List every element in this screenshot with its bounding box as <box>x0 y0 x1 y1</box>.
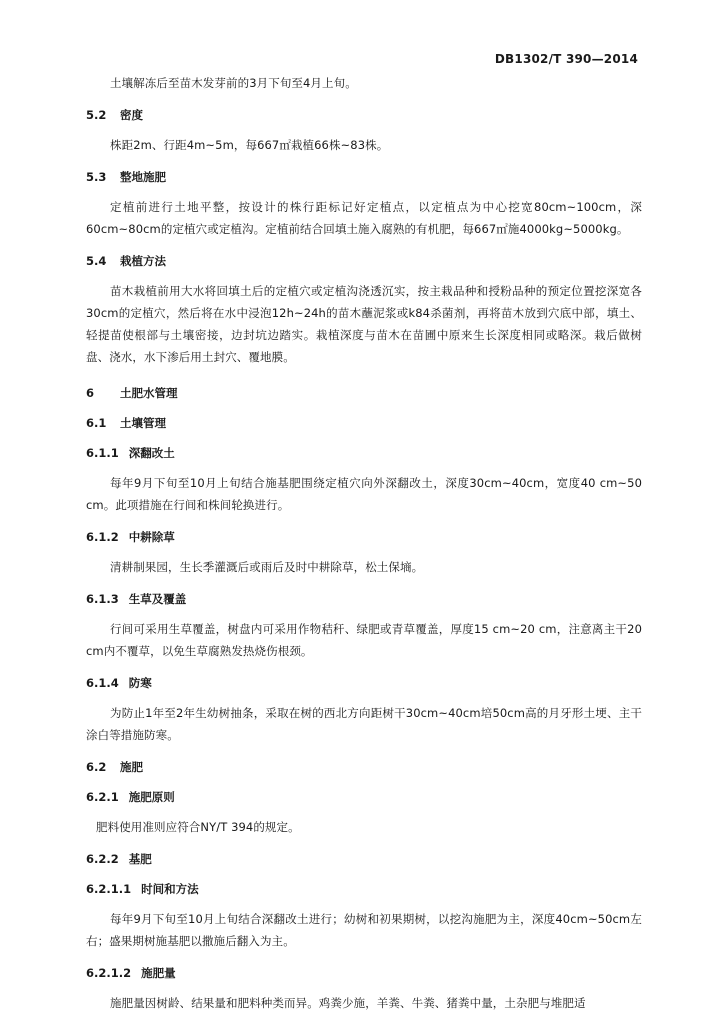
paragraph: 土壤解冻后至苗木发芽前的3月下旬至4月上旬。 <box>110 76 357 90</box>
section-title: 时间和方法 <box>141 882 199 896</box>
section-number: 6.1 <box>86 416 107 430</box>
paragraph: 施肥量因树龄、结果量和肥料种类而异。鸡粪少施，羊粪、牛粪、猪粪中量，土杂肥与堆肥适 <box>110 996 586 1010</box>
section-heading <box>86 382 642 404</box>
section-number: 5.2 <box>86 108 107 122</box>
section-number: 6.2 <box>86 760 107 774</box>
section-number: 6.2.1.2 <box>86 966 132 980</box>
section-title: 密度 <box>120 108 143 122</box>
paragraph: 株距2m、行距4m~5m，每667㎡栽植66株~83株。 <box>110 138 389 152</box>
section-title: 施肥量 <box>141 966 176 980</box>
section-heading <box>86 756 642 778</box>
section-number: 6.1.4 <box>86 676 119 690</box>
section-title: 施肥 <box>120 760 143 774</box>
section-title: 防寒 <box>128 676 152 690</box>
section-title: 土壤管理 <box>120 416 166 430</box>
paragraph: 每年9月下旬至10月上旬结合深翻改土进行；幼树和初果期树，以挖沟施肥为主，深度40cm~50cm左右；盛果期树施基肥以撒施后翻入为主。 <box>86 912 642 948</box>
section-heading <box>86 412 642 434</box>
section-number: 6 <box>86 386 95 400</box>
paragraph: 每年9月下旬至10月上旬结合施基肥围绕定植穴向外深翻改土，深度30cm~40cm，宽度40 cm~50 cm。此项措施在行间和株间轮换进行。 <box>86 476 642 512</box>
section-heading <box>86 962 642 984</box>
section-title: 土肥水管理 <box>120 386 178 400</box>
section-heading <box>86 588 642 610</box>
section-heading <box>86 526 642 548</box>
section-title: 中耕除草 <box>128 530 175 544</box>
standard-number: DB1302/T 390—2014 <box>494 52 638 66</box>
document-body <box>86 72 642 1024</box>
section-title: 基肥 <box>128 852 152 866</box>
section-number: 6.2.2 <box>86 852 119 866</box>
paragraph: 为防止1年至2年生幼树抽条，采取在树的西北方向距树干30cm~40cm培50cm高的月牙形土埂、主干涂白等措施防寒。 <box>86 706 642 742</box>
paragraph: 清耕制果园，生长季灌溉后或雨后及时中耕除草，松土保墒。 <box>110 560 424 574</box>
section-heading <box>86 166 642 188</box>
section-title: 栽植方法 <box>120 254 166 268</box>
paragraph: 苗木栽植前用大水将回填土后的定植穴或定植沟浇透沉实，按主栽品种和授粉品种的预定位置挖深宽各30cm的定植穴，然后将在水中浸泡12h~24h的苗木蘸泥浆或k84杀菌剂，再将苗木放到穴底中部，填土、轻提苗使根部与土壤密接，边封坑边踏实。栽植深度与苗木在苗圃中原来生长深度相同或略深。栽后做树盘、浇水，水下渗后用土封穴、覆地膜。 <box>86 284 642 364</box>
section-heading <box>86 786 642 808</box>
paragraph: 肥料使用准则应符合NY/T 394的规定。 <box>96 820 300 834</box>
section-number: 5.3 <box>86 170 107 184</box>
section-number: 6.1.1 <box>86 446 119 460</box>
section-number: 6.1.3 <box>86 592 119 606</box>
section-heading <box>86 442 642 464</box>
section-heading <box>86 848 642 870</box>
section-heading <box>86 250 642 272</box>
paragraph: 定植前进行土地平整，按设计的株行距标记好定植点，以定植点为中心挖宽80cm~100cm，深60cm~80cm的定植穴或定植沟。定植前结合回填土施入腐熟的有机肥，每667㎡施4000kg~5000kg。 <box>86 200 642 236</box>
section-number: 6.1.2 <box>86 530 119 544</box>
section-number: 6.2.1.1 <box>86 882 132 896</box>
paragraph: 行间可采用生草覆盖，树盘内可采用作物秸秆、绿肥或青草覆盖，厚度15 cm~20 cm，注意离主干20 cm内不覆草，以免生草腐熟发热烧伤根颈。 <box>86 622 642 658</box>
section-heading <box>86 672 642 694</box>
section-title: 生草及覆盖 <box>128 592 187 606</box>
section-title: 整地施肥 <box>120 170 166 184</box>
section-title: 施肥原则 <box>128 790 175 804</box>
section-number: 6.2.1 <box>86 790 119 804</box>
section-heading <box>86 878 642 900</box>
section-title: 深翻改土 <box>128 446 175 460</box>
section-heading <box>86 104 642 126</box>
section-number: 5.4 <box>86 254 107 268</box>
